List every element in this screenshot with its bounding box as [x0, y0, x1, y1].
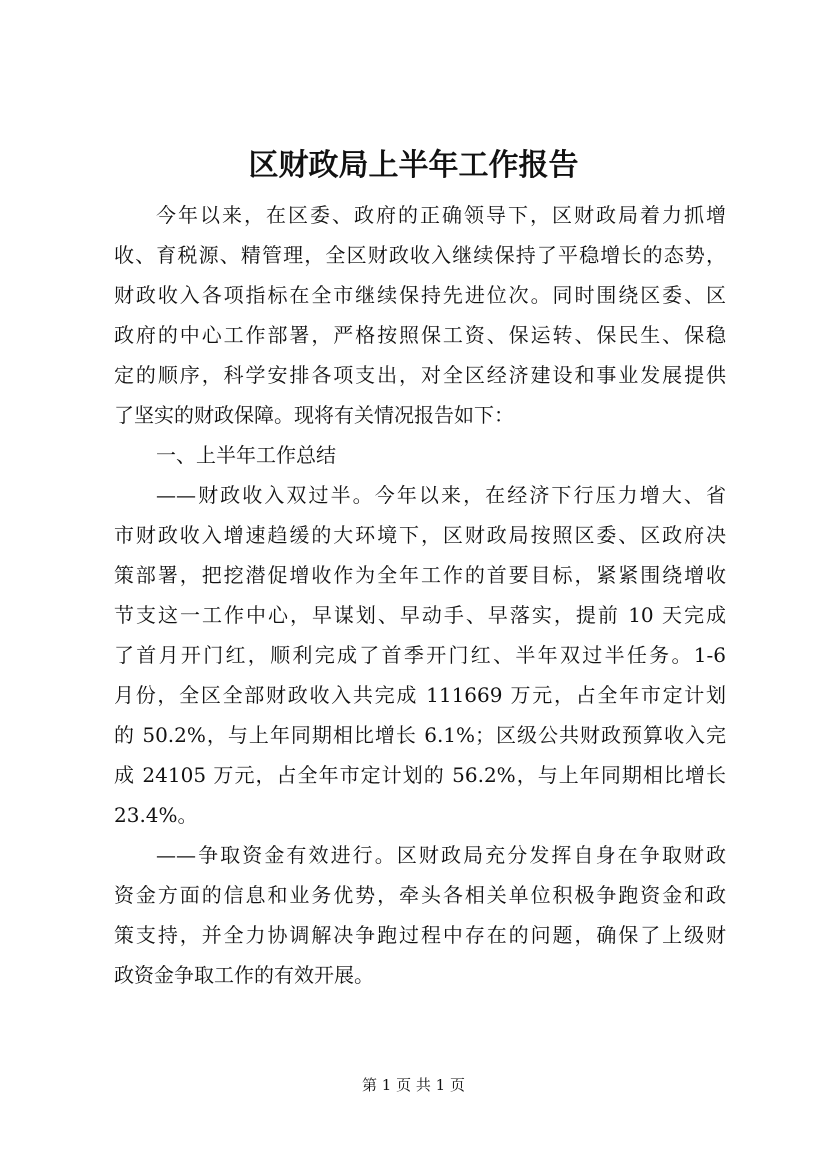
- paragraph-line: 今年以来，在区委、政府的正确领导下，区财政局着力抓增: [156, 203, 726, 227]
- document-body: [114, 195, 726, 995]
- paragraph-line: 了首月开门红，顺利完成了首季开门红、半年双过半任务。1-6: [114, 643, 726, 667]
- paragraph-line: ——争取资金有效进行。区财政局充分发挥自身在争取财政: [156, 843, 726, 867]
- paragraph-line: ——财政收入双过半。今年以来，在经济下行压力增大、省: [156, 483, 726, 507]
- paragraph-line: 月份，全区全部财政收入共完成 111669 万元，占全年市定计划: [114, 683, 726, 707]
- paragraph-line: 的 50.2%，与上年同期相比增长 6.1%；区级公共财政预算收入完: [114, 723, 726, 747]
- paragraph-line: 财政收入各项指标在全市继续保持先进位次。同时围绕区委、区: [114, 283, 726, 307]
- paragraph-line: 市财政收入增速趋缓的大环境下，区财政局按照区委、区政府决: [114, 523, 726, 547]
- paragraph-line: 节支这一工作中心，早谋划、早动手、早落实，提前 10 天完成: [114, 603, 726, 627]
- paragraph-line: 政府的中心工作部署，严格按照保工资、保运转、保民生、保稳: [114, 323, 726, 347]
- paragraph-line: 政资金争取工作的有效开展。: [114, 963, 374, 987]
- paragraph-line: 成 24105 万元，占全年市定计划的 56.2%，与上年同期相比增长: [114, 763, 726, 787]
- paragraph-line: 收、育税源、精管理，全区财政收入继续保持了平稳增长的态势，: [114, 243, 726, 267]
- paragraph-line: 资金方面的信息和业务优势，牵头各相关单位积极争跑资金和政: [114, 883, 726, 907]
- paragraph-line: 策支持，并全力协调解决争跑过程中存在的问题，确保了上级财: [114, 923, 726, 947]
- paragraph-line: 23.4%。: [114, 803, 198, 827]
- document-title: 区财政局上半年工作报告: [248, 148, 579, 183]
- paragraph-line: 了坚实的财政保障。现将有关情况报告如下：: [114, 403, 514, 427]
- paragraph-line: 定的顺序，科学安排各项支出，对全区经济建设和事业发展提供: [114, 363, 726, 387]
- page-footer: 第 1 页 共 1 页: [362, 1076, 465, 1094]
- section-heading: 一、上半年工作总结: [156, 443, 336, 467]
- paragraph-line: 策部署，把挖潜促增收作为全年工作的首要目标，紧紧围绕增收: [114, 563, 726, 587]
